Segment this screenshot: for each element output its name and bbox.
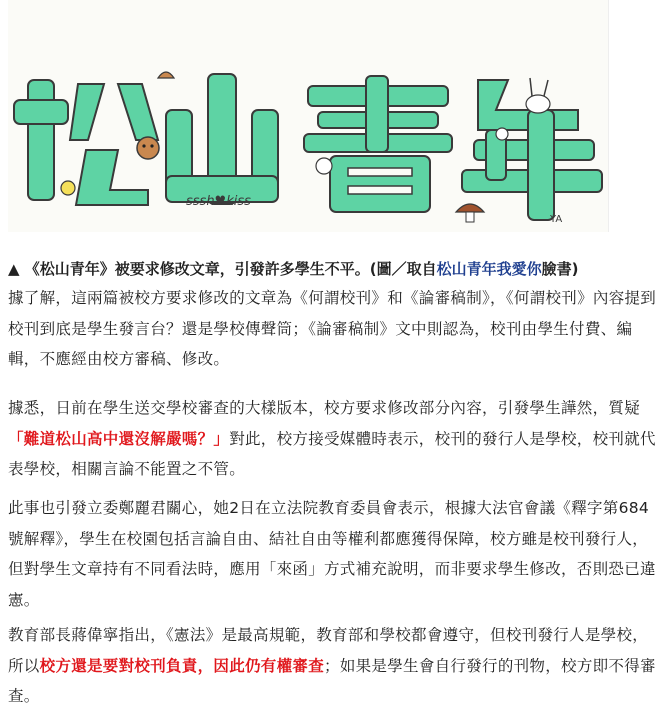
article-paragraph-3	[8, 493, 660, 615]
paragraph-text: 對此，校方接受媒體時表示，校刊的發行人是學校，校刊就代表學校，相關言論不能置之不管。	[8, 429, 656, 478]
caption-text-end: 臉書)	[541, 260, 579, 278]
paragraph-text: 據了解，這兩篇被校方要求修改的文章為《何謂校刊》和《論審稿制》，《何謂校刊》內容提到校刊到底是學生發言台？還是學校傳聲筒；《論審稿制》文中則認為，校刊由學生付費、編輯，不應經由校方審稿、修改。	[8, 289, 657, 368]
banner-image	[8, 0, 609, 232]
caption-marker: ▲	[8, 260, 20, 278]
paragraph-text: ；如果是學生會自行發行的刊物，校方即不得審查。	[8, 656, 656, 705]
caption-text: 《松山青年》被要求修改文章，引發許多學生不平。(圖／取自	[24, 260, 437, 278]
paragraph-text: 此事也引發立委鄭麗君關心，她2日在立法院教育委員會表示，根據大法官會議《釋字第684號解釋》，學生在校園包括言論自由、結社自由等權利都應獲得保障，校方雖是校刊發行人，但對學生文章持有不同看法時，應用「來函」方式補充說明，而非要求學生修改，否則恐已違憲。	[8, 499, 656, 609]
article-paragraph-4	[8, 620, 660, 712]
paragraph-text: 教育部長蔣偉寧指出，《憲法》是最高規範，教育部和學校都會遵守，但校刊發行人是學校，所以	[8, 626, 649, 675]
article-paragraph-2	[8, 393, 660, 485]
highlighted-quote: 「難道松山高中還沒解嚴嗎？」	[8, 429, 230, 448]
doodle-text-2: YA	[550, 214, 563, 225]
facebook-page-link[interactable]: 松山青年我愛你	[436, 260, 542, 278]
banner-illustration	[8, 0, 608, 232]
image-caption	[8, 258, 658, 280]
article-paragraph-1	[8, 283, 660, 375]
highlighted-statement: 校方還是要對校刊負責，因此仍有權審查	[39, 656, 325, 675]
paragraph-text: 據悉，日前在學生送交學校審查的大樣版本，校方要求修改部分內容，引發學生譁然，質疑	[8, 399, 641, 417]
doodle-text-1: sssh♥kiss	[186, 194, 251, 209]
